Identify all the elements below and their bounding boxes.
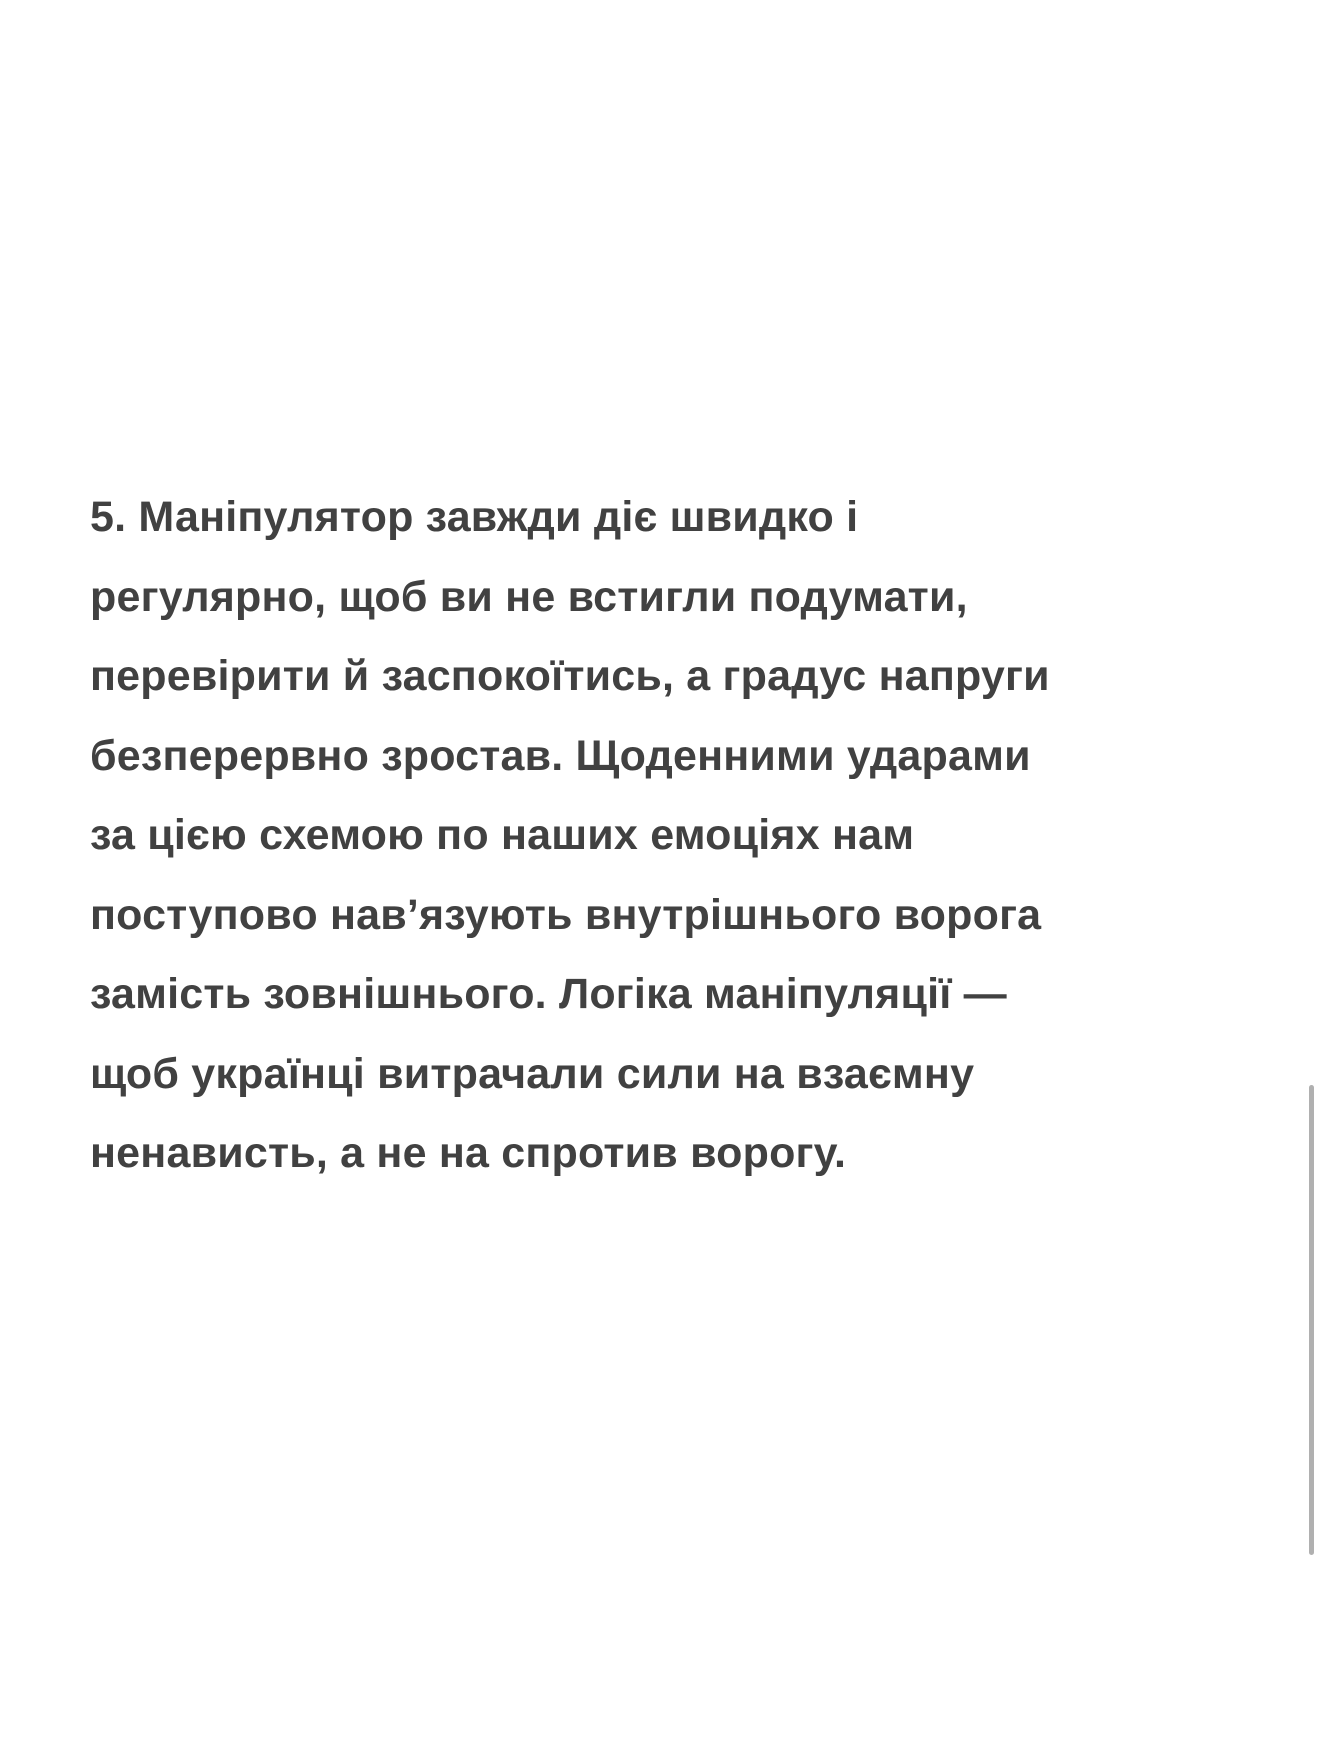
- paragraph-line: безперервно зростав. Щоденними ударами: [90, 731, 1031, 780]
- paragraph-line: поступово нав’язують внутрішнього ворога: [90, 890, 1042, 939]
- paragraph-line: 5. Маніпулятор завжди діє швидко і: [90, 493, 859, 541]
- paragraph-item-5: [90, 478, 1270, 1194]
- paragraph-line: замість зовнішнього. Логіка маніпуляції —: [90, 970, 1007, 1018]
- paragraph-line: ненависть, а не на спротив ворогу.: [90, 1129, 847, 1177]
- paragraph-line: перевірити й заспокоїтись, а градус напруги: [90, 652, 1050, 700]
- paragraph-line: за цією схемою по наших емоціях нам: [90, 811, 915, 859]
- paragraph-line: регулярно, щоб ви не встигли подумати,: [90, 572, 968, 621]
- vertical-scrollbar[interactable]: [1309, 1085, 1314, 1555]
- paragraph-line: щоб українці витрачали сили на взаємну: [90, 1049, 975, 1098]
